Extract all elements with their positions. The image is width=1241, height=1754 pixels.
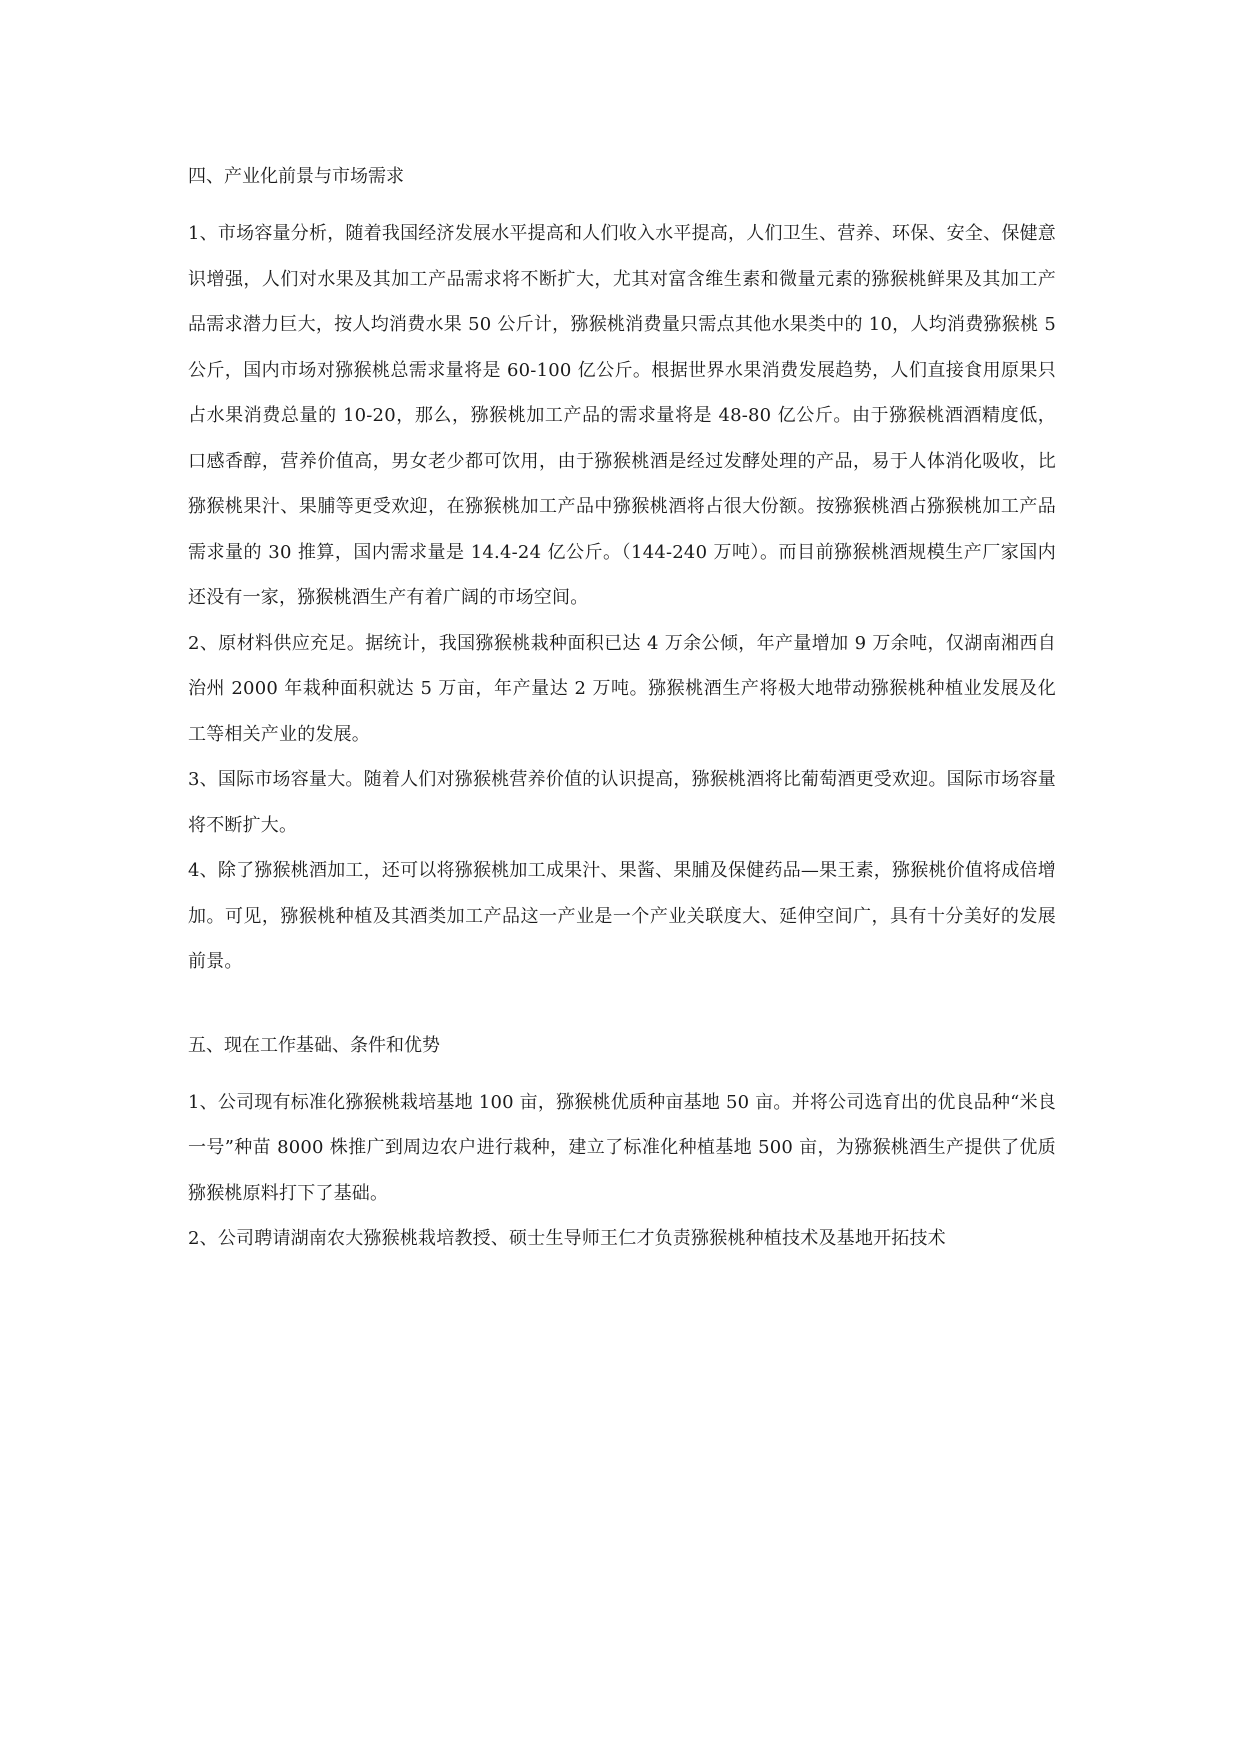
- spacer: [188, 192, 1056, 211]
- paragraph-further-processing: 4、除了猕猴桃酒加工，还可以将猕猴桃加工成果汁、果酱、果脯及保健药品—果王素，猕猴桃价值将成倍增加。可见，猕猴桃种植及其酒类加工产品这一产业是一个产业关联度大、延伸空间广，具有十分美好的发展前景。: [188, 860, 1056, 972]
- section-work-foundation: [188, 1031, 1056, 1262]
- paragraph-raw-material-supply: 2、原材料供应充足。据统计，我国猕猴桃栽种面积已达 4 万余公倾，年产量增加 9 万余吨，仅湖南湘西自治州 2000 年栽种面积就达 5 万亩，年产量达 2 万吨。猕猴桃酒生产将极大地带动猕猴桃种植业发展及化工等相关产业的发展。: [188, 632, 1056, 745]
- section-industrialization-prospects: [188, 162, 1056, 985]
- section-title: 四、产业化前景与市场需求: [188, 166, 404, 187]
- spacer: [188, 985, 1056, 1031]
- paragraph-international-market: 3、国际市场容量大。随着人们对猕猴桃营养价值的认识提高，猕猴桃酒将比葡萄酒更受欢迎。国际市场容量将不断扩大。: [188, 769, 1056, 836]
- paragraph-cultivation-base: 1、公司现有标准化猕猴桃栽培基地 100 亩，猕猴桃优质种亩基地 50 亩。并将公司选育出的优良品种“米良一号”种苗 8000 株推广到周边农户进行栽种，建立了标准化种植基地 500 亩，为猕猴桃酒生产提供了优质猕猴桃原料打下了基础。: [188, 1091, 1056, 1204]
- paragraph-market-capacity: 1、市场容量分析，随着我国经济发展水平提高和人们收入水平提高，人们卫生、营养、环保、安全、保健意识增强，人们对水果及其加工产品需求将不断扩大，尤其对富含维生素和微量元素的猕猴桃鲜果及其加工产品需求潜力巨大，按人均消费水果 50 公斤计，猕猴桃消费量只需点其他水果类中的 10，人均消费猕猴桃 5 公斤，国内市场对猕猴桃总需求量将是 60-100 亿公斤。根据世界水果消费发展趋势，人们直接食用原果只占水果消费总量的 10-20，那么，猕猴桃加工产品的需求量将是 48-80 亿公斤。由于猕猴桃酒酒精度低，口感香醇，营养价值高，男女老少都可饮用，由于猕猴桃酒是经过发酵处理的产品，易于人体消化吸收，比猕猴桃果汁、果脯等更受欢迎，在猕猴桃加工产品中猕猴桃酒将占很大份额。按猕猴桃酒占猕猴桃加工产品需求量的 30 推算，国内需求量是 14.4-24 亿公斤。（144-240 万吨）。而目前猕猴桃酒规模生产厂家国内还没有一家，猕猴桃酒生产有着广阔的市场空间。: [188, 223, 1056, 608]
- paragraph-expert-support: 2、公司聘请湖南农大猕猴桃栽培教授、硕士生导师王仁才负责猕猴桃种植技术及基地开拓技术: [188, 1228, 946, 1249]
- spacer: [188, 1061, 1056, 1080]
- document-body: [188, 162, 1056, 1262]
- section-title: 五、现在工作基础、条件和优势: [188, 1034, 440, 1056]
